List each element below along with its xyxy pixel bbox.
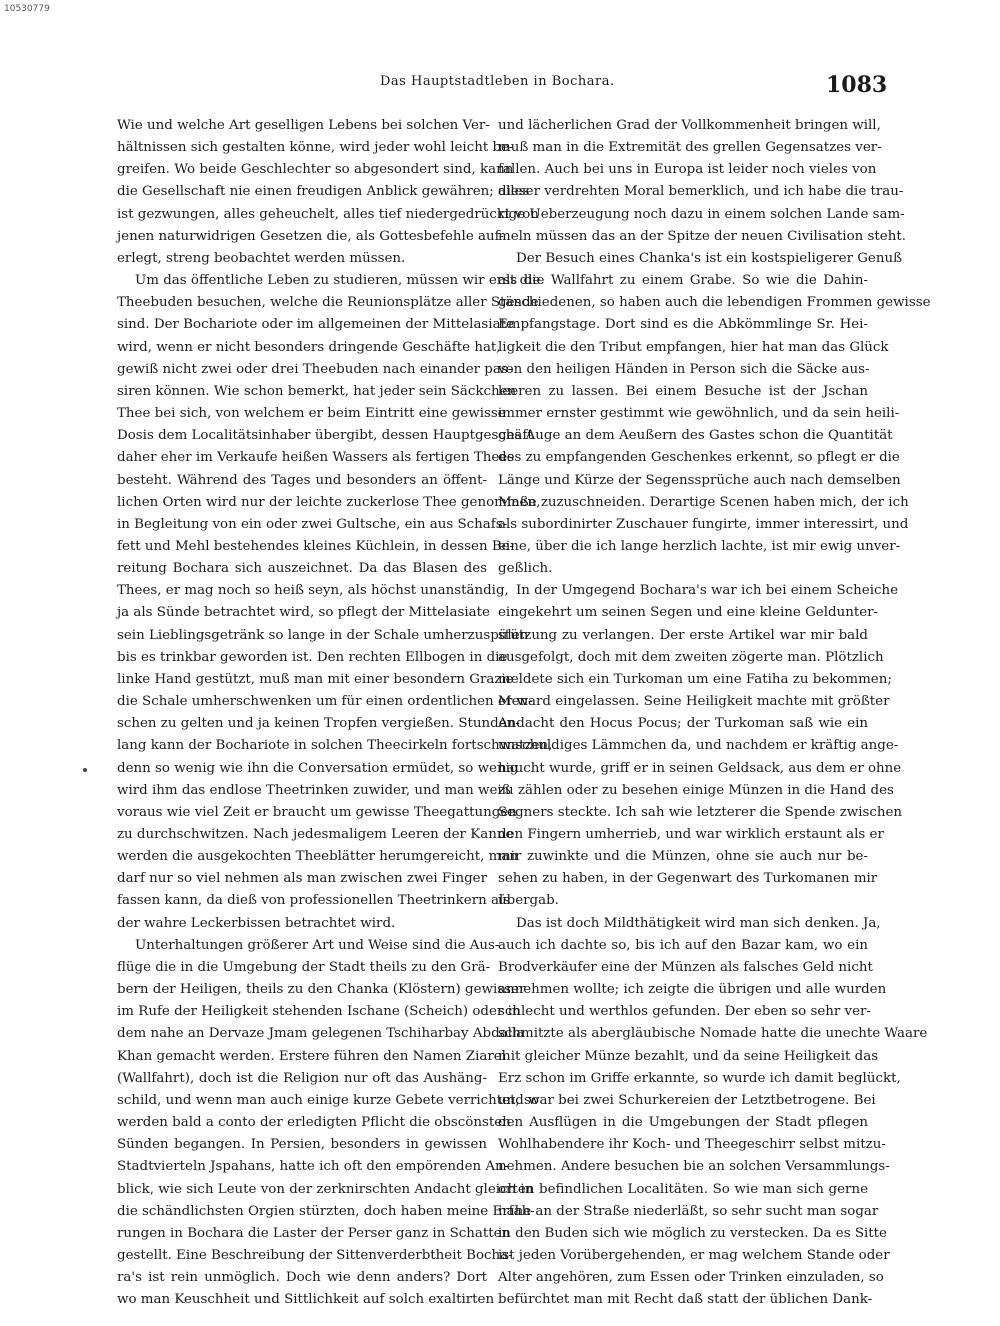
text-line: die Gesellschaft nie einen freudigen Anblick gewähren; alles bbox=[117, 184, 530, 200]
text-line: in Begleitung von ein oder zwei Gultsche, ein aus Schafs- bbox=[117, 516, 508, 532]
text-line: werden die ausgekochten Theeblätter herumgereicht, man bbox=[117, 849, 518, 865]
text-line: als die Wallfahrt zu einem Grabe. So wie die Dahin- bbox=[498, 273, 868, 289]
text-line: die schändlichsten Orgien stürzten, doch haben meine Erfah- bbox=[117, 1203, 535, 1219]
text-line: daher eher im Verkaufe heißen Wassers als fertigen Thees bbox=[117, 450, 515, 466]
text-line: darf nur so viel nehmen als man zwischen zwei Finger bbox=[117, 871, 487, 887]
page-number: 1083 bbox=[826, 72, 888, 98]
text-line: und war bei zwei Schurkereien der Letztbetrogene. Bei bbox=[498, 1092, 876, 1108]
text-line: meln müssen das an der Spitze der neuen Civilisation steht. bbox=[498, 228, 906, 244]
text-line: Thee bei sich, von welchem er beim Eintritt eine gewisse bbox=[117, 406, 506, 422]
text-line: auch ich dachte so, bis ich auf den Bazar kam, wo ein bbox=[498, 937, 868, 953]
text-line: nahe an der Straße niederläßt, so sehr sucht man sogar bbox=[498, 1203, 879, 1219]
text-line: Unterhaltungen größerer Art und Weise sind die Aus- bbox=[135, 937, 500, 953]
paragraph bbox=[498, 115, 906, 248]
text-line: lang kann der Bochariote in solchen Theecirkeln fortschwatzen, bbox=[117, 738, 553, 754]
text-line: zu durchschwitzen. Nach jedesmaligem Leeren der Kanne bbox=[117, 827, 514, 842]
text-line: geschiedenen, so haben auch die lebendigen Frommen gewisse bbox=[498, 295, 931, 311]
text-line: denn so wenig wie ihn die Conversation ermüdet, so wenig bbox=[117, 760, 519, 776]
text-line: erlegt, streng beobachtet werden müssen. bbox=[117, 250, 406, 266]
text-line: gestellt. Eine Beschreibung der Sittenverderbtheit Bocha- bbox=[117, 1247, 513, 1263]
paragraph bbox=[117, 115, 539, 270]
text-line: Brodverkäufer eine der Münzen als falsches Geld nicht bbox=[498, 959, 873, 975]
margin-mark bbox=[83, 768, 87, 772]
text-line: den Fingern umherrieb, und war wirklich erstaunt als er bbox=[498, 827, 884, 842]
text-line: als subordinirter Zuschauer fungirte, immer interessirt, und bbox=[498, 516, 909, 532]
text-line: sind. Der Bochariote oder im allgemeinen der Mittelasiate bbox=[117, 317, 514, 333]
text-line: sein Lieblingsgetränk so lange in der Schale umherzuspülen bbox=[117, 627, 529, 643]
text-line: greifen. Wo beide Geschlechter so abgesondert sind, kann bbox=[117, 162, 514, 178]
text-line: im Rufe der Heiligkeit stehenden Ischane (Scheich) oder in bbox=[117, 1004, 521, 1020]
text-line: bern der Heiligen, theils zu den Chanka (Klöstern) gewisser bbox=[117, 982, 526, 998]
page-identifier: 10530779 bbox=[4, 4, 50, 14]
text-line: haucht wurde, griff er in seinen Geldsack, aus dem er ohne bbox=[498, 760, 902, 776]
text-line: Der Besuch eines Chanka's ist ein kostspieligerer Genuß bbox=[516, 250, 903, 266]
text-line: Theebuden besuchen, welche die Reunionsplätze aller Stände bbox=[117, 295, 539, 311]
text-line: schlecht und werthlos gefunden. Der eben so sehr ver- bbox=[498, 1004, 871, 1020]
paragraph bbox=[117, 935, 539, 1312]
text-line: sehen zu haben, in der Gegenwart des Turkomanen mir bbox=[498, 871, 878, 887]
text-line: nehmen. Andere besuchen bie an solchen Versammlungs- bbox=[498, 1159, 890, 1175]
text-line: Wohlhabendere ihr Koch- und Theegeschirr selbst mitzu- bbox=[498, 1137, 886, 1153]
paragraph bbox=[498, 580, 903, 912]
text-line: des zu empfangenden Geschenkes erkennt, so pflegt er die bbox=[498, 450, 900, 466]
text-line: rige Ueberzeugung noch dazu in einem solchen Lande sam- bbox=[498, 206, 905, 222]
text-line: Wie und welche Art geselligen Lebens bei solchen Ver- bbox=[117, 118, 490, 133]
text-line: übergab. bbox=[498, 893, 559, 909]
text-line: von den heiligen Händen in Person sich die Säcke aus- bbox=[498, 361, 870, 377]
text-line: ja als Sünde betrachtet wird, so pflegt der Mittelasiate bbox=[117, 605, 490, 621]
text-line: bis es trinkbar geworden ist. Den rechten Ellbogen in die bbox=[117, 649, 508, 665]
text-line: Thees, er mag noch so heiß seyn, als höchst unanständig, bbox=[117, 583, 509, 599]
text-line: jenen naturwidrigen Gesetzen die, als Gottesbefehle auf- bbox=[117, 228, 504, 244]
text-line: blick, wie sich Leute von der zerknirschten Andacht gleich in bbox=[117, 1181, 534, 1197]
text-line: schmitzte als abergläubische Nomade hatte die unechte Waare bbox=[498, 1026, 928, 1042]
text-line: Andacht den Hocus Pocus; der Turkoman saß wie ein bbox=[498, 716, 868, 732]
text-line: fett und Mehl bestehendes kleines Küchlein, in dessen Be- bbox=[117, 538, 515, 554]
text-line: mit gleicher Münze bezahlt, und da seine Heiligkeit das bbox=[498, 1048, 879, 1064]
text-line: dieser verdrehten Moral bemerklich, und ich habe die trau- bbox=[498, 184, 904, 200]
text-line: Khan gemacht werden. Erstere führen den Namen Ziarel bbox=[117, 1048, 506, 1064]
text-line: Um das öffentliche Leben zu studieren, müssen wir erst die bbox=[135, 273, 541, 289]
text-line: flüge die in die Umgebung der Stadt theils zu den Grä- bbox=[117, 959, 491, 975]
text-line: Empfangstage. Dort sind es die Abkömmlinge Sr. Hei- bbox=[498, 317, 868, 333]
text-line: dem nahe an Dervaze Jmam gelegenen Tschiharbay Abdalla bbox=[117, 1026, 525, 1042]
text-line: unschuldiges Lämmchen da, und nachdem er kräftig ange- bbox=[498, 738, 899, 754]
text-line: ligkeit die den Tribut empfangen, hier hat man das Glück bbox=[498, 339, 889, 355]
text-line: in den Buden sich wie möglich zu verstecken. Da es Sitte bbox=[498, 1225, 887, 1241]
text-line: zu zählen oder zu besehen einige Münzen in die Hand des bbox=[498, 782, 894, 798]
text-line: lichen Orten wird nur der leichte zuckerlose Thee genommen, bbox=[117, 494, 541, 510]
text-line: ges Auge an dem Aeußern des Gastes schon die Quantität bbox=[498, 428, 893, 444]
text-line: ist gezwungen, alles geheuchelt, alles tief niedergedrückt von bbox=[117, 206, 539, 222]
text-line: In der Umgegend Bochara's war ich bei einem Scheiche bbox=[516, 583, 899, 599]
text-line: Stadtvierteln Jspahans, hatte ich oft den empörenden An- bbox=[117, 1159, 509, 1175]
paragraph bbox=[498, 248, 931, 580]
text-line: Dosis dem Localitätsinhaber übergibt, dessen Hauptgeschäft bbox=[117, 428, 533, 444]
text-line: (Wallfahrt), doch ist die Religion nur oft das Aushäng- bbox=[117, 1070, 487, 1086]
text-line: er ward eingelassen. Seine Heiligkeit machte mit größter bbox=[498, 694, 890, 710]
text-line: annehmen wollte; ich zeigte die übrigen und alle wurden bbox=[498, 982, 887, 998]
text-line: Alter angehören, zum Essen oder Trinken einzuladen, so bbox=[498, 1270, 884, 1286]
text-line: besteht. Während des Tages und besonders an öffent- bbox=[117, 472, 487, 488]
text-line: meldete sich ein Turkoman um eine Fatiha zu bekommen; bbox=[498, 671, 892, 687]
text-line: linke Hand gestützt, muß man mit einer besondern Grazie bbox=[117, 671, 514, 687]
paragraph bbox=[498, 913, 928, 1312]
text-line: Erz schon im Griffe erkannte, so wurde ich damit beglückt, bbox=[498, 1070, 901, 1086]
text-line: geßlich. bbox=[498, 561, 553, 577]
text-line: immer ernster gestimmt wie gewöhnlich, und da sein heili- bbox=[498, 406, 900, 422]
text-line: schen zu gelten und ja keinen Tropfen vergießen. Stunden- bbox=[117, 716, 520, 732]
text-line: hältnissen sich gestalten könne, wird jeder wohl leicht be- bbox=[117, 140, 514, 156]
text-line: Länge und Kürze der Segenssprüche auch nach demselben bbox=[498, 472, 901, 488]
text-line: den Ausflügen in die Umgebungen der Stadt pflegen bbox=[498, 1115, 868, 1131]
text-line: mir zuwinkte und die Münzen, ohne sie auch nur be- bbox=[498, 849, 868, 865]
text-line: stützung zu verlangen. Der erste Artikel war mir bald bbox=[498, 627, 868, 643]
text-line: Das ist doch Mildthätigkeit wird man sich denken. Ja, bbox=[516, 915, 881, 931]
running-title: Das Hauptstadtleben in Bochara. bbox=[380, 74, 615, 89]
text-line: ist jeden Vorübergehenden, er mag welchem Stande oder bbox=[498, 1247, 890, 1263]
text-line: die Schale umherschwenken um für einen ordentlichen Men- bbox=[117, 694, 533, 710]
text-line: Sünden begangen. In Persien, besonders in gewissen bbox=[117, 1137, 487, 1153]
text-line: schild, und wenn man auch einige kurze Gebete verrichtet, so bbox=[117, 1092, 539, 1108]
text-line: reitung Bochara sich auszeichnet. Da das Blasen des bbox=[117, 561, 487, 577]
text-line: und lächerlichen Grad der Vollkommenheit bringen will, bbox=[498, 118, 881, 133]
text-line: eine, über die ich lange herzlich lachte, ist mir ewig unver- bbox=[498, 538, 901, 554]
text-line: wird ihm das endlose Theetrinken zuwider, und man weiß bbox=[117, 782, 511, 798]
text-line: fassen kann, da dieß von professionellen Theetrinkern als bbox=[117, 893, 511, 909]
text-line: ausgefolgt, doch mit dem zweiten zögerte man. Plötzlich bbox=[498, 649, 884, 665]
text-line: ra's ist rein unmöglich. Doch wie denn anders? Dort bbox=[117, 1270, 487, 1286]
text-line: muß man in die Extremität des grellen Gegensatzes ver- bbox=[498, 140, 882, 156]
text-line: gewiß nicht zwei oder drei Theebuden nach einander pas- bbox=[117, 361, 513, 377]
right-column bbox=[498, 115, 931, 1311]
text-line: befürchtet man mit Recht daß statt der üblichen Dank- bbox=[498, 1292, 873, 1308]
text-line: voraus wie viel Zeit er braucht um gewisse Theegattungen bbox=[117, 804, 517, 820]
text-line: leeren zu lassen. Bei einem Besuche ist der Jschan bbox=[498, 383, 868, 399]
text-line: Segners steckte. Ich sah wie letzterer die Spende zwischen bbox=[498, 804, 903, 820]
text-line: wird, wenn er nicht besonders dringende Geschäfte hat, bbox=[117, 339, 501, 355]
text-line: wo man Keuschheit und Sittlichkeit auf solch exaltirten bbox=[117, 1292, 495, 1308]
text-line: eingekehrt um seinen Segen und eine kleine Geldunter- bbox=[498, 605, 879, 621]
text-line: orten befindlichen Localitäten. So wie man sich gerne bbox=[498, 1181, 868, 1197]
text-line: werden bald a conto der erledigten Pflicht die obscönsten bbox=[117, 1115, 511, 1131]
text-line: siren können. Wie schon bemerkt, hat jeder sein Säckchen bbox=[117, 383, 517, 399]
text-line: fallen. Auch bei uns in Europa ist leider noch vieles von bbox=[498, 162, 877, 178]
text-line: Maße zuzuschneiden. Derartige Scenen haben mich, der ich bbox=[498, 494, 909, 510]
text-line: der wahre Leckerbissen betrachtet wird. bbox=[117, 915, 396, 931]
text-line: rungen in Bochara die Laster der Perser ganz in Schatten bbox=[117, 1225, 511, 1241]
